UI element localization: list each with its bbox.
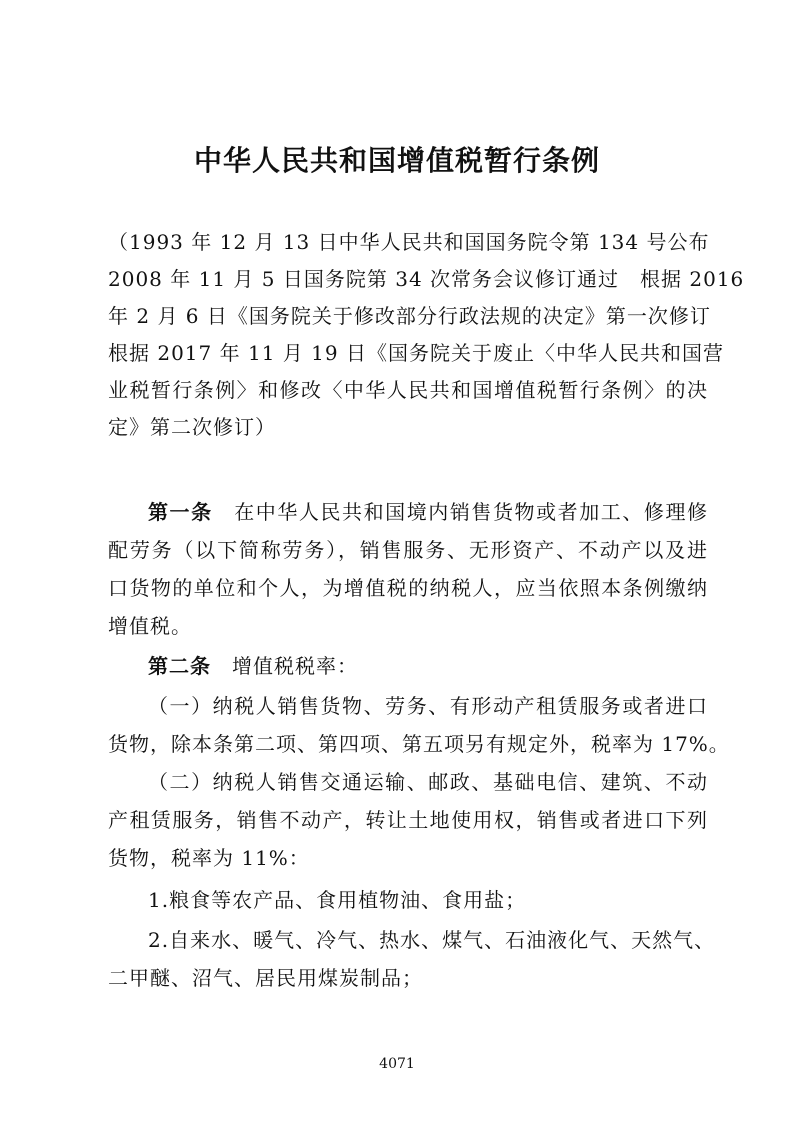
preamble-line: 年 2 月 6 日《国务院关于修改部分行政法规的决定》第一次修订 [108,304,711,328]
article-2-item-1-line: （一）纳税人销售货物、劳务、有形动产租赁服务或者进口 [148,694,708,718]
preamble-line: 业税暂行条例〉和修改〈中华人民共和国增值税暂行条例〉的决 [108,378,708,402]
article-2-item-2-line: （二）纳税人销售交通运输、邮政、基础电信、建筑、不动 [148,770,708,794]
article-2-intro: 增值税税率： [232,654,358,678]
article-1-text: 在中华人民共和国境内销售货物或者加工、修理修 [234,500,709,524]
preamble-line: 根据 2017 年 11 月 19 日《国务院关于废止〈中华人民共和国营 [108,341,724,365]
preamble-line: 2008 年 11 月 5 日国务院第 34 次常务会议修订通过 根据 2016 [108,267,745,291]
article-1-first-line [148,498,708,526]
article-1-line: 配劳务（以下简称劳务），销售服务、无形资产、不动产以及进 [108,538,708,562]
article-1-heading: 第一条 [148,500,213,524]
article-2-subitem-1: 1.粮食等农产品、食用植物油、食用盐； [148,888,527,912]
article-2-subitem-2-line: 二甲醚、沼气、居民用煤炭制品； [108,966,423,990]
article-2-item-2-line: 货物，税率为 11%： [108,846,310,870]
page-number: 4071 [379,1056,415,1072]
article-2-heading: 第二条 [148,654,211,678]
article-2-item-1-line: 货物，除本条第二项、第四项、第五项另有规定外，税率为 17%。 [108,732,730,756]
document-title: 中华人民共和国增值税暂行条例 [193,144,600,177]
article-2-subitem-2-line: 2.自来水、暖气、冷气、热水、煤气、石油液化气、天然气、 [148,928,716,952]
article-1-line: 口货物的单位和个人，为增值税的纳税人，应当依照本条例缴纳 [108,576,708,600]
article-2-first-line [148,652,708,680]
article-2-item-2-line: 产租赁服务，销售不动产，转让土地使用权，销售或者进口下列 [108,808,708,832]
preamble-line: 定》第二次修订） [108,415,276,439]
article-1-line: 增值税。 [108,614,192,638]
preamble-line: （1993 年 12 月 13 日中华人民共和国国务院令第 134 号公布 [108,230,710,254]
